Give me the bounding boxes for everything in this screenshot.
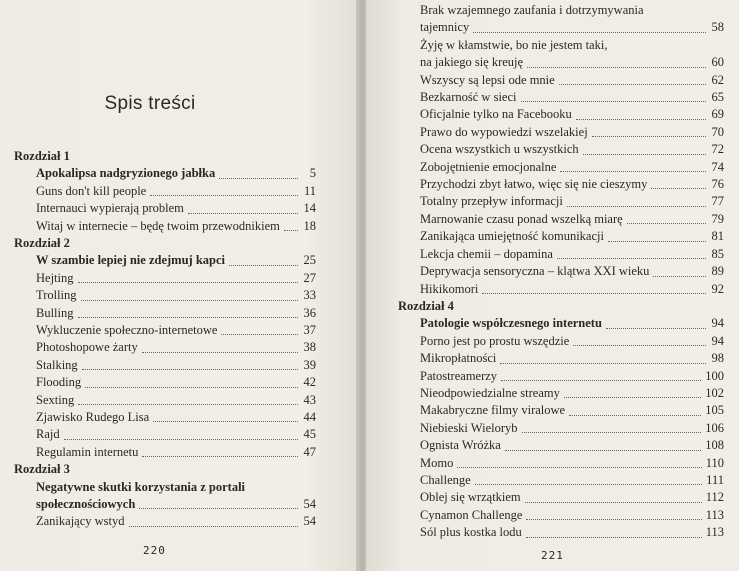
right-page [366, 0, 739, 571]
chapter-heading: Rozdział 3 [14, 462, 70, 477]
toc-entry: Stalking 39 [36, 357, 316, 372]
toc-entry: Ognista Wróżka 108 [420, 438, 724, 453]
toc-entry: Deprywacja sensoryczna – klątwa XXI wieku 89 [420, 264, 724, 279]
toc-entry: Trolling 33 [36, 288, 316, 303]
toc-entry: Zanikający wstyd 54 [36, 514, 316, 529]
toc-entry: Ocena wszystkich u wszystkich 72 [420, 142, 724, 157]
toc-entry: Mikropłatności 98 [420, 351, 724, 366]
page-number: 221 [541, 549, 564, 562]
toc-entry: Niebieski Wieloryb 106 [420, 420, 724, 435]
left-page [0, 0, 358, 571]
chapter-heading: Rozdział 1 [14, 149, 70, 163]
toc-entry-multiline: Brak wzajemnego zaufania i dotrzymywania tajemnicy 58 [420, 3, 724, 35]
toc-entry: Apokalipsa nadgryzionego jabłka 5 [36, 166, 316, 181]
toc-entry-multiline: Żyję w kłamstwie, bo nie jestem taki, na jakiego się kreuję 60 [420, 37, 724, 70]
toc-column-left [14, 148, 316, 531]
toc-entry: W szambie lepiej nie zdejmuj kapci 25 [36, 253, 316, 268]
toc-entry: Bezkarność w sieci 65 [420, 90, 724, 105]
toc-entry: Marnowanie czasu ponad wszelką miarę 79 [420, 211, 724, 226]
toc-entry: Rajd 45 [36, 427, 316, 442]
toc-entry: Witaj w internecie – będę twoim przewodnikiem 18 [36, 218, 316, 233]
toc-entry: Guns don't kill people 11 [36, 183, 316, 198]
toc-entry: Challenge 111 [420, 472, 724, 487]
toc-entry: Makabryczne filmy viralowe 105 [420, 403, 724, 418]
toc-entry: Zjawisko Rudego Lisa 44 [36, 410, 316, 425]
toc-entry: Internauci wypierają problem 14 [36, 201, 316, 216]
page-number: 220 [143, 544, 166, 557]
toc-entry: Sexting 43 [36, 392, 316, 407]
toc-entry: Wykluczenie społeczno-internetowe 37 [36, 323, 316, 338]
toc-entry: Patostreamerzy 100 [420, 368, 724, 383]
toc-entry: Hikikomori 92 [420, 281, 724, 296]
toc-entry: Oblej się wrzątkiem 112 [420, 490, 724, 505]
toc-entry: Porno jest po prostu wszędzie 94 [420, 333, 724, 348]
toc-entry: Zobojętnienie emocjonalne 74 [420, 159, 724, 174]
toc-entry: Zanikająca umiejętność komunikacji 81 [420, 229, 724, 244]
toc-entry: Hejting 27 [36, 270, 316, 285]
toc-entry: Bulling 36 [36, 305, 316, 320]
toc-entry: Regulamin internetu 47 [36, 444, 316, 459]
toc-entry: Photoshopowe żarty 38 [36, 340, 316, 355]
chapter-heading: Rozdział 4 [398, 298, 454, 313]
toc-entry: Prawo do wypowiedzi wszelakiej 70 [420, 124, 724, 139]
toc-title: Spis treści [104, 93, 196, 114]
toc-entry: Totalny przepływ informacji 77 [420, 194, 724, 209]
toc-entry: Cynamon Challenge 113 [420, 507, 724, 522]
toc-entry: Przychodzi zbyt łatwo, więc się nie cieszymy 76 [420, 177, 724, 192]
toc-entry: Oficjalnie tylko na Facebooku 69 [420, 107, 724, 122]
toc-column-right [398, 2, 724, 542]
toc-entry: Patologie współczesnego internetu 94 [420, 316, 724, 331]
toc-entry: Sól plus kostka lodu 113 [420, 525, 724, 540]
toc-entry: Wszyscy są lepsi ode mnie 62 [420, 72, 724, 87]
toc-entry: Nieodpowiedzialne streamy 102 [420, 385, 724, 400]
chapter-heading: Rozdział 2 [14, 236, 70, 251]
toc-entry: Lekcja chemii – dopamina 85 [420, 246, 724, 261]
toc-entry: Momo 110 [420, 455, 724, 470]
toc-entry-multiline: Negatywne skutki korzystania z portali społecznościowych 54 [36, 479, 316, 512]
toc-entry: Flooding 42 [36, 375, 316, 390]
